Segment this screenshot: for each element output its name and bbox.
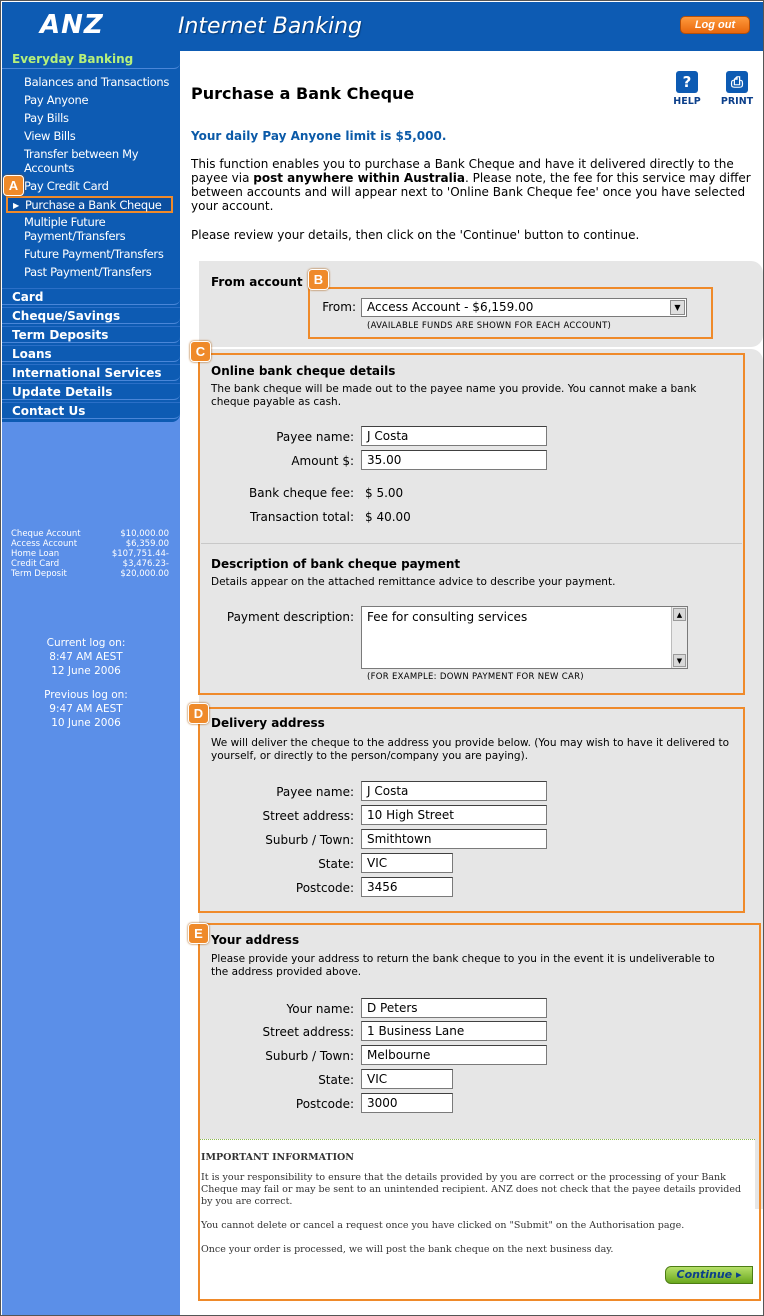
help-label: HELP (673, 96, 701, 107)
delivery-street-input[interactable]: 10 High Street (361, 805, 547, 825)
delivery-postcode-input[interactable]: 3456 (361, 877, 453, 897)
current-logon-time: 8:47 AM AEST (49, 651, 123, 663)
previous-logon-date: 10 June 2006 (51, 717, 121, 729)
balance-row (11, 539, 169, 549)
nav-multiple-future-line2[interactable]: Payment/Transfers (24, 229, 126, 243)
intro-text (191, 157, 751, 213)
callout-badge-b: B (308, 269, 329, 290)
from-account-hint: (AVAILABLE FUNDS ARE SHOWN FOR EACH ACCOUNT) (367, 321, 612, 331)
delivery-street-label: Street address: (262, 809, 354, 823)
print-icon: ⎙ (726, 71, 748, 93)
nav-purchase-bank-cheque-label: Purchase a Bank Cheque (25, 198, 162, 212)
callout-badge-a: A (3, 175, 24, 196)
your-suburb-label: Suburb / Town: (265, 1049, 354, 1063)
transaction-total-label: Transaction total: (250, 510, 354, 524)
balance-value: $3,476.23- (122, 559, 169, 569)
amount-input[interactable]: 35.00 (361, 450, 547, 470)
scroll-up-icon[interactable]: ▲ (673, 608, 686, 621)
nav-balances[interactable]: Balances and Transactions (24, 75, 170, 89)
important-p3: Once your order is processed, we will post the bank cheque on the next business day. (201, 1244, 614, 1255)
balance-value: $20,000.00 (120, 569, 169, 579)
from-account-title: From account (211, 275, 303, 289)
nav-transfer-line1[interactable]: Transfer between My (24, 147, 139, 161)
balance-value: $107,751.44- (111, 549, 169, 559)
balance-row (11, 549, 169, 559)
delivery-suburb-label: Suburb / Town: (265, 833, 354, 847)
your-postcode-input[interactable]: 3000 (361, 1093, 453, 1113)
nav-transfer-line2[interactable]: Accounts (24, 161, 75, 175)
important-p2: You cannot delete or cancel a request once you have clicked on "Submit" on the Authorisation page. (201, 1220, 685, 1231)
intro-text-2: . Please note, the fee for this service may differ between accounts and will appear next to 'Online Bank Cheque fee' once you have selected your account. (191, 171, 751, 213)
balance-name: Credit Card (11, 559, 60, 569)
cheque-details-title: Online bank cheque details (211, 364, 396, 378)
delivery-payee-label: Payee name: (276, 785, 354, 799)
delivery-address-title: Delivery address (211, 716, 325, 730)
sidebar (2, 51, 180, 1316)
nav-term-deposits[interactable]: Term Deposits (2, 326, 180, 343)
amount-label: Amount $: (291, 454, 354, 468)
delivery-state-input[interactable]: VIC (361, 853, 453, 873)
important-title: IMPORTANT INFORMATION (201, 1152, 354, 1163)
delivery-state-label: State: (318, 857, 354, 871)
help-icon: ? (676, 71, 698, 93)
payee-name-label: Payee name: (276, 430, 354, 444)
balance-name: Cheque Account (11, 529, 81, 539)
delivery-address-text: We will deliver the cheque to the address you provide below. (You may wish to have it delivered to yourself, or directly to the person/company you are paying). (211, 737, 730, 762)
nav-multiple-future-line1[interactable]: Multiple Future (24, 215, 106, 229)
nav-view-bills[interactable]: View Bills (24, 129, 76, 143)
your-address-text: Please provide your address to return the bank cheque to you in the event it is undeliverable to the address provided above. (211, 953, 715, 978)
selected-arrow-icon: ▶ (13, 201, 20, 210)
previous-logon-label: Previous log on: (44, 689, 128, 701)
chevron-down-icon[interactable]: ▼ (670, 300, 685, 315)
payment-description-label: Payment description: (226, 610, 354, 624)
main-content (180, 51, 764, 1316)
nav-update-details[interactable]: Update Details (2, 383, 180, 400)
delivery-suburb-input[interactable]: Smithtown (361, 829, 547, 849)
your-street-label: Street address: (262, 1025, 354, 1039)
app-title: Internet Banking (178, 14, 363, 39)
cheque-details-highlight (198, 353, 745, 695)
print-label: PRINT (720, 96, 754, 107)
review-text: Please review your details, then click on the 'Continue' button to continue. (191, 228, 640, 242)
logout-button[interactable]: Log out (680, 16, 750, 34)
nav-pay-anyone[interactable]: Pay Anyone (24, 93, 89, 107)
scroll-down-icon[interactable]: ▼ (673, 654, 686, 667)
your-suburb-input[interactable]: Melbourne (361, 1045, 547, 1065)
nav-loans[interactable]: Loans (2, 345, 180, 362)
payment-description-hint: (FOR EXAMPLE: DOWN PAYMENT FOR NEW CAR) (367, 672, 584, 682)
continue-button[interactable]: Continue ▸ (665, 1266, 753, 1284)
your-name-label: Your name: (286, 1002, 354, 1016)
from-account-value: Access Account - $6,159.00 (367, 300, 534, 314)
everyday-banking-menu (2, 51, 180, 287)
balance-name: Home Loan (11, 549, 60, 559)
delivery-payee-input[interactable]: J Costa (361, 781, 547, 801)
nav-pay-bills[interactable]: Pay Bills (24, 111, 69, 125)
callout-badge-c: C (190, 341, 211, 362)
payment-description-value: Fee for consulting services (367, 610, 528, 624)
nav-pay-credit-card[interactable]: Pay Credit Card (24, 179, 109, 193)
your-street-input[interactable]: 1 Business Lane (361, 1021, 547, 1041)
your-address-title: Your address (211, 933, 300, 947)
bank-cheque-fee-label: Bank cheque fee: (249, 486, 354, 500)
payee-name-input[interactable]: J Costa (361, 426, 547, 446)
your-state-input[interactable]: VIC (361, 1069, 453, 1089)
header-bar (2, 2, 764, 51)
transaction-total-value: $ 40.00 (365, 510, 411, 524)
nav-international-services[interactable]: International Services (2, 364, 180, 381)
anz-logo: ANZ (40, 10, 104, 40)
delivery-address-highlight (198, 707, 745, 913)
from-account-highlight (308, 287, 713, 339)
current-logon-label: Current log on: (46, 637, 126, 649)
nav-card[interactable]: Card (2, 288, 180, 305)
balance-row (11, 569, 169, 579)
nav-contact-us[interactable]: Contact Us (2, 402, 180, 419)
callout-badge-d: D (188, 703, 209, 724)
help-button[interactable] (667, 71, 707, 107)
nav-purchase-bank-cheque[interactable] (6, 196, 173, 213)
your-state-label: State: (318, 1073, 354, 1087)
your-postcode-label: Postcode: (295, 1097, 354, 1111)
current-logon-date: 12 June 2006 (51, 665, 121, 677)
your-name-input[interactable]: D Peters (361, 998, 547, 1018)
description-title: Description of bank cheque payment (211, 557, 461, 571)
previous-logon-time: 9:47 AM AEST (49, 703, 123, 715)
balance-row (11, 529, 169, 539)
delivery-postcode-label: Postcode: (295, 881, 354, 895)
print-button[interactable] (717, 71, 757, 107)
page-title: Purchase a Bank Cheque (191, 84, 415, 103)
nav-future-payments[interactable]: Future Payment/Transfers (24, 247, 164, 261)
description-text: Details appear on the attached remittance advice to describe your payment. (211, 576, 616, 588)
your-address-highlight (198, 923, 761, 1301)
from-label: From: (322, 300, 356, 314)
intro-text-bold: post anywhere within Australia (253, 171, 465, 185)
balance-row (11, 559, 169, 569)
balance-value: $10,000.00 (120, 529, 169, 539)
balance-name: Term Deposit (11, 569, 67, 579)
nav-cheque-savings[interactable]: Cheque/Savings (2, 307, 180, 324)
balance-name: Access Account (11, 539, 78, 549)
bank-cheque-fee-value: $ 5.00 (365, 486, 404, 500)
nav-everyday-banking[interactable]: Everyday Banking (2, 51, 180, 69)
section-menu (2, 286, 180, 422)
balance-value: $6,359.00 (125, 539, 169, 549)
nav-past-payments[interactable]: Past Payment/Transfers (24, 265, 152, 279)
intro-text-1: This function enables you to purchase a Bank Cheque and have it delivered directly to the payee via (191, 157, 734, 185)
pay-anyone-limit: Your daily Pay Anyone limit is $5,000. (191, 129, 447, 143)
callout-badge-e: E (188, 923, 209, 944)
important-p1: It is your responsibility to ensure that the details provided by you are correct or the processing of your Bank Cheque may fail or may be sent to an unintended recipient. ANZ does not check that the payee details provided by you are correct. (201, 1172, 742, 1207)
cheque-details-text: The bank cheque will be made out to the payee name you provide. You cannot make a bank cheque payable as cash. (211, 383, 697, 408)
